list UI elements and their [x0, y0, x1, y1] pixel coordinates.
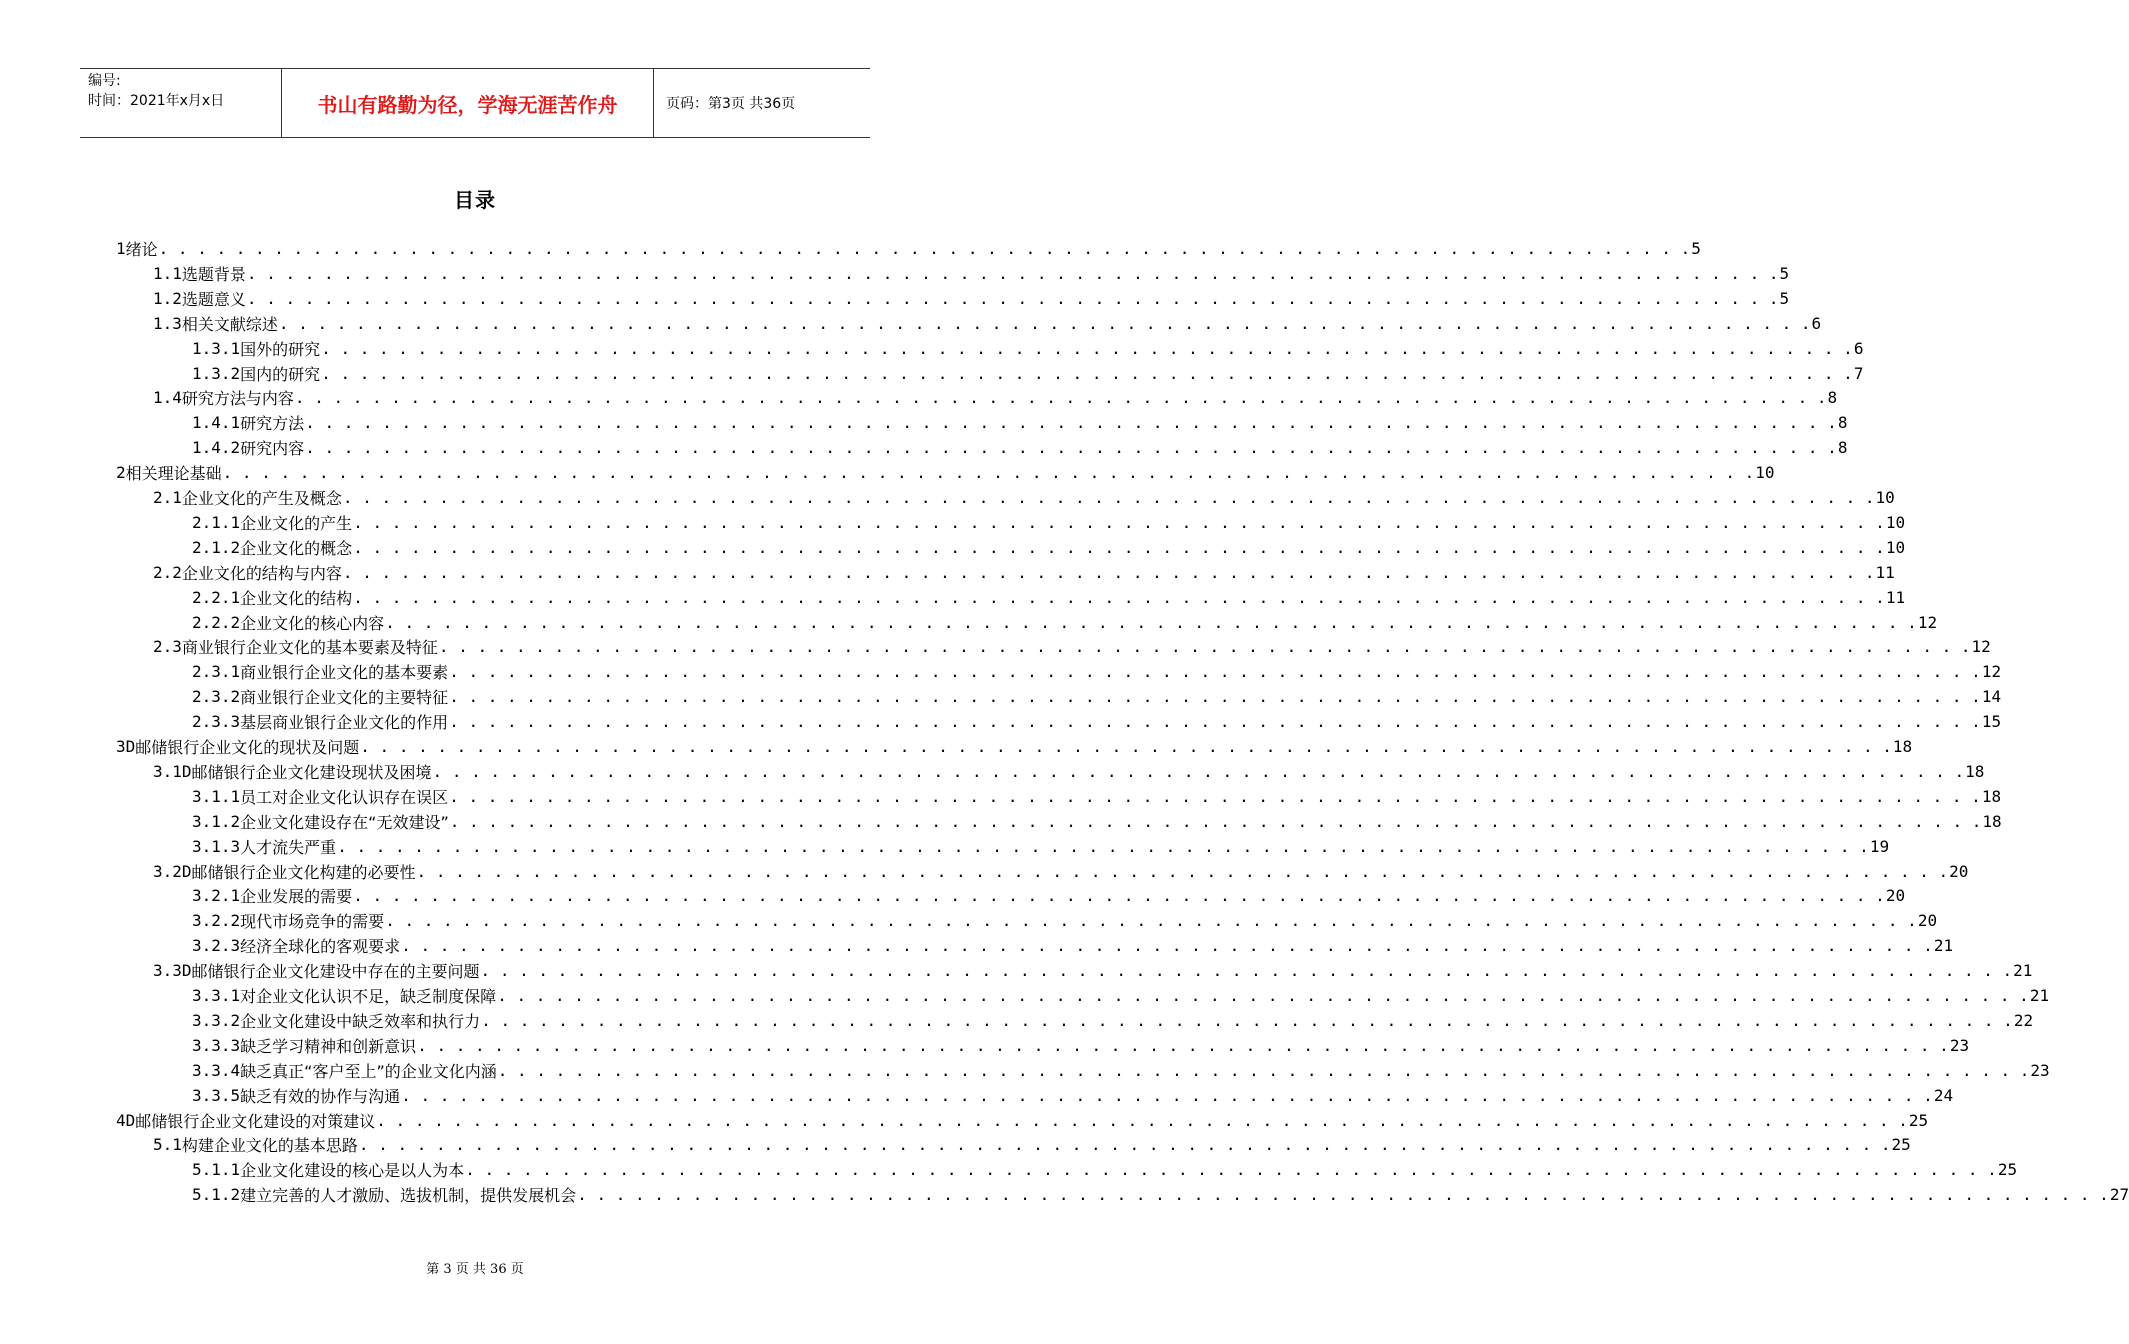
toc-entry[interactable] — [116, 460, 1775, 485]
toc-entry-title: 企业文化的核心内容 — [240, 613, 385, 633]
toc-entry-number: 3.3.4 — [192, 1060, 241, 1080]
toc-entry-number: 3.3.2 — [192, 1010, 241, 1030]
toc-entry-title: 经济全球化的客观要求 — [240, 937, 401, 957]
toc-leader-dots: . . . . . . . . . . . . . . . . . . . . . . . . . . . . . . . . . . . . . . . . . . . . . . . . . . . . . . . . . . . . . . . . . . . . . . . . . . . . . . . . — [401, 1085, 1933, 1105]
toc-entry-title: 企业发展的需要 — [240, 887, 353, 907]
toc-entry-title: 国内的研究 — [240, 364, 321, 384]
toc-leader-dots: . . . . . . . . . . . . . . . . . . . . . . . . . . . . . . . . . . . . . . . . . . . . . . . . . . . . . . . . . . . . . . . . . . . . . . . . . . . . . . . . — [416, 861, 1949, 881]
toc-entry[interactable] — [192, 809, 2002, 834]
toc-entry-page: 8 — [1827, 388, 1838, 408]
toc-entry-title: 企业文化建设中缺乏效率和执行力 — [240, 1011, 481, 1031]
toc-leader-dots: . . . . . . . . . . . . . . . . . . . . . . . . . . . . . . . . . . . . . . . . . . . . . . . . . . . . . . . . . . . . . . . . . . . . . . . . . . . . . . . . — [385, 911, 1917, 931]
page-header — [80, 68, 870, 138]
toc-leader-dots: . . . . . . . . . . . . . . . . . . . . . . . . . . . . . . . . . . . . . . . . . . . . . . . . . . . . . . . . . . . . . . . . . . . . . . . . . . . . . . . . — [480, 961, 2013, 981]
toc-entry-page: 18 — [1982, 811, 2002, 831]
toc-entry-page: 25 — [1908, 1110, 1929, 1130]
toc-entry-number: 2.3.1 — [192, 662, 241, 682]
toc-leader-dots: . . . . . . . . . . . . . . . . . . . . . . . . . . . . . . . . . . . . . . . . . . . . . . . . . . . . . . . . . . . . . . . . . . . . . . . . . . . . . . . . — [321, 338, 1853, 358]
toc-entry-page: 10 — [1875, 488, 1895, 507]
toc-entry-title: 企业文化的概念 — [240, 538, 353, 558]
toc-entry[interactable] — [192, 1182, 2129, 1207]
toc-entry-number: 2.2.2 — [192, 612, 241, 632]
toc-entry-number: 3.1D — [153, 761, 192, 781]
document-time-label: 时间：2021年x月x日 — [88, 93, 225, 109]
toc-entry-title: 商业银行企业文化的基本要素 — [240, 663, 449, 683]
toc-entry[interactable] — [192, 1157, 2018, 1182]
toc-leader-dots: . . . . . . . . . . . . . . . . . . . . . . . . . . . . . . . . . . . . . . . . . . . . . . . . . . . . . . . . . . . . . . . . . . . . . . . . . . . . . . . . — [432, 761, 1965, 781]
toc-entry-title: 人才流失严重 — [240, 837, 337, 857]
toc-entry[interactable] — [153, 385, 1838, 410]
toc-entry-title: 企业文化建设存在“无效建设” — [240, 812, 449, 832]
toc-leader-dots: . . . . . . . . . . . . . . . . . . . . . . . . . . . . . . . . . . . . . . . . . . . . . . . . . . . . . . . . . . . . . . . . . . . . . . . . . . . . . . . . — [305, 413, 1837, 433]
toc-entry-page: 5 — [1691, 239, 1701, 258]
toc-entry-number: 1.3.2 — [192, 363, 241, 383]
toc-entry-title: 商业银行企业文化的主要特征 — [240, 688, 449, 708]
toc-entry-number: 3.2.3 — [192, 936, 241, 956]
toc-entry-title: 研究方法与内容 — [181, 389, 294, 409]
toc-entry[interactable] — [192, 709, 2002, 734]
toc-entry-title: 商业银行企业文化的基本要素及特征 — [181, 638, 438, 658]
toc-leader-dots: . . . . . . . . . . . . . . . . . . . . . . . . . . . . . . . . . . . . . . . . . . . . . . . . . . . . . . . . . . . . . . . . . . . . . . . . . . . . . . . . — [342, 562, 1875, 582]
toc-leader-dots: . . . . . . . . . . . . . . . . . . . . . . . . . . . . . . . . . . . . . . . . . . . . . . . . . . . . . . . . . . . . . . . . . . . . . . . . . . . . . . . . — [401, 936, 1933, 956]
toc-entry-page: 11 — [1885, 587, 1906, 607]
toc-entry-number: 3.2.2 — [192, 911, 241, 931]
toc-entry[interactable] — [153, 261, 1790, 286]
toc-entry-page: 19 — [1869, 836, 1890, 856]
toc-entry-title: 现代市场竞争的需要 — [240, 912, 385, 932]
toc-entry-page: 12 — [1971, 637, 1991, 657]
toc-entry[interactable] — [192, 834, 1890, 859]
header-motto: 书山有路勤为径，学海无涯苦作舟 — [282, 69, 654, 137]
page-footer: 第 3 页 共 36 页 — [426, 1262, 524, 1277]
toc-entry-title: 企业文化的产生 — [240, 513, 353, 533]
toc-entry-page: 25 — [1997, 1160, 2018, 1180]
toc-entry[interactable] — [116, 1108, 1929, 1133]
toc-entry-page: 20 — [1949, 861, 1969, 881]
toc-entry[interactable] — [192, 535, 1906, 560]
toc-entry-page: 18 — [1892, 737, 1913, 756]
toc-leader-dots: . . . . . . . . . . . . . . . . . . . . . . . . . . . . . . . . . . . . . . . . . . . . . . . . . . . . . . . . . . . . . . . . . . . . . . . . . . . . . . . . — [158, 239, 1691, 258]
toc-entry-title: 企业文化的结构与内容 — [181, 563, 342, 583]
document-number-label: 编号: — [88, 73, 121, 89]
toc-leader-dots: . . . . . . . . . . . . . . . . . . . . . . . . . . . . . . . . . . . . . . . . . . . . . . . . . . . . . . . . . . . . . . . . . . . . . . . . . . . . . . . . — [353, 587, 1885, 607]
toc-leader-dots: . . . . . . . . . . . . . . . . . . . . . . . . . . . . . . . . . . . . . . . . . . . . . . . . . . . . . . . . . . . . . . . . . . . . . . . . . . . . . . . . — [246, 263, 1779, 283]
toc-entry-page: 10 — [1885, 512, 1906, 532]
toc-entry-title: 构建企业文化的基本思路 — [181, 1136, 358, 1156]
toc-leader-dots: . . . . . . . . . . . . . . . . . . . . . . . . . . . . . . . . . . . . . . . . . . . . . . . . . . . . . . . . . . . . . . . . . . . . . . . . . . . . . . . . — [342, 488, 1875, 507]
toc-entry-title: 国外的研究 — [240, 339, 321, 359]
toc-entry-number: 4D — [116, 1110, 136, 1130]
toc-leader-dots: . . . . . . . . . . . . . . . . . . . . . . . . . . . . . . . . . . . . . . . . . . . . . . . . . . . . . . . . . . . . . . . . . . . . . . . . . . . . . . . . — [465, 1160, 1997, 1180]
toc-entry-page: 23 — [2030, 1060, 2050, 1080]
toc-entry-title: 基层商业银行企业文化的作用 — [240, 713, 449, 733]
toc-entry-number: 2.3.2 — [192, 687, 241, 707]
toc-entry-title: 相关理论基础 — [125, 464, 222, 484]
toc-entry-number: 3.1.1 — [192, 786, 241, 806]
toc-leader-dots: . . . . . . . . . . . . . . . . . . . . . . . . . . . . . . . . . . . . . . . . . . . . . . . . . . . . . . . . . . . . . . . . . . . . . . . . . . . . . . . . — [481, 1010, 2013, 1030]
toc-entry[interactable] — [153, 1132, 1911, 1157]
toc-entry-page: 21 — [2029, 986, 2050, 1005]
toc-entry-title: 选题背景 — [181, 264, 246, 284]
toc-entry-page: 21 — [1933, 936, 1954, 956]
toc-entry[interactable] — [116, 236, 1701, 261]
toc-entry[interactable] — [192, 336, 1864, 361]
toc-entry[interactable] — [153, 759, 1985, 784]
toc-entry-page: 14 — [1981, 687, 2002, 707]
toc-entry-number: 3.3.3 — [192, 1035, 241, 1055]
toc-entry[interactable] — [153, 311, 1822, 336]
toc-entry[interactable] — [192, 784, 2002, 809]
toc-entry[interactable] — [153, 958, 2033, 983]
toc-leader-dots: . . . . . . . . . . . . . . . . . . . . . . . . . . . . . . . . . . . . . . . . . . . . . . . . . . . . . . . . . . . . . . . . . . . . . . . . . . . . . . . . — [278, 313, 1811, 333]
toc-entry-title: 企业文化的产生及概念 — [181, 489, 342, 508]
toc-leader-dots: . . . . . . . . . . . . . . . . . . . . . . . . . . . . . . . . . . . . . . . . . . . . . . . . . . . . . . . . . . . . . . . . . . . . . . . . . . . . . . . . — [449, 687, 1981, 707]
toc-leader-dots: . . . . . . . . . . . . . . . . . . . . . . . . . . . . . . . . . . . . . . . . . . . . . . . . . . . . . . . . . . . . . . . . . . . . . . . . . . . . . . . . — [449, 712, 1981, 732]
toc-entry[interactable] — [192, 1058, 2050, 1083]
toc-entry-page: 25 — [1891, 1135, 1911, 1155]
toc-entry-number: 3.3.1 — [192, 986, 241, 1005]
toc-leader-dots: . . . . . . . . . . . . . . . . . . . . . . . . . . . . . . . . . . . . . . . . . . . . . . . . . . . . . . . . . . . . . . . . . . . . . . . . . . . . . . . . — [353, 537, 1885, 557]
toc-leader-dots: . . . . . . . . . . . . . . . . . . . . . . . . . . . . . . . . . . . . . . . . . . . . . . . . . . . . . . . . . . . . . . . . . . . . . . . . . . . . . . . . — [497, 986, 2029, 1005]
toc-leader-dots: . . . . . . . . . . . . . . . . . . . . . . . . . . . . . . . . . . . . . . . . . . . . . . . . . . . . . . . . . . . . . . . . . . . . . . . . . . . . . . . . — [449, 811, 1982, 831]
toc-entry-number: 3.3D — [153, 961, 192, 981]
toc-entry[interactable] — [192, 1083, 1954, 1108]
toc-entry-page: 20 — [1885, 886, 1906, 906]
toc-leader-dots: . . . . . . . . . . . . . . . . . . . . . . . . . . . . . . . . . . . . . . . . . . . . . . . . . . . . . . . . . . . . . . . . . . . . . . . . . . . . . . . . — [294, 388, 1827, 408]
toc-entry-page: 10 — [1885, 537, 1906, 557]
toc-entry-title: 选题意义 — [181, 289, 246, 309]
toc-leader-dots: . . . . . . . . . . . . . . . . . . . . . . . . . . . . . . . . . . . . . . . . . . . . . . . . . . . . . . . . . . . . . . . . . . . . . . . . . . . . . . . . — [497, 1060, 2030, 1080]
toc-entry[interactable] — [192, 435, 1848, 460]
toc-entry-page: 27 — [2109, 1185, 2129, 1205]
toc-entry-number: 3.1.2 — [192, 811, 241, 831]
toc-entry-title: 研究内容 — [240, 439, 305, 459]
toc-leader-dots: . . . . . . . . . . . . . . . . . . . . . . . . . . . . . . . . . . . . . . . . . . . . . . . . . . . . . . . . . . . . . . . . . . . . . . . . . . . . . . . . — [353, 512, 1885, 532]
toc-leader-dots: . . . . . . . . . . . . . . . . . . . . . . . . . . . . . . . . . . . . . . . . . . . . . . . . . . . . . . . . . . . . . . . . . . . . . . . . . . . . . . . . — [449, 662, 1981, 682]
toc-entry-title: 邮储银行企业文化建设现状及困境 — [191, 762, 432, 782]
toc-entry-number: 1.4.2 — [192, 438, 241, 458]
toc-entry-number: 1.1 — [153, 263, 182, 283]
toc-entry[interactable] — [192, 684, 2002, 709]
toc-entry-page: 12 — [1981, 662, 2002, 682]
toc-entry-number: 2.3 — [153, 637, 182, 657]
toc-entry-page: 12 — [1917, 612, 1938, 632]
toc-entry-number: 1.3.1 — [192, 338, 241, 358]
toc-entry[interactable] — [192, 883, 1906, 908]
toc-entry-title: 缺乏有效的协作与沟通 — [240, 1086, 401, 1106]
toc-entry[interactable] — [192, 585, 1906, 610]
toc-entry[interactable] — [192, 983, 2050, 1008]
toc-entry[interactable] — [153, 286, 1790, 311]
toc-entry[interactable] — [192, 361, 1864, 386]
toc-leader-dots: . . . . . . . . . . . . . . . . . . . . . . . . . . . . . . . . . . . . . . . . . . . . . . . . . . . . . . . . . . . . . . . . . . . . . . . . . . . . . . . . — [321, 363, 1853, 383]
toc-entry-number: 1 — [116, 239, 126, 258]
toc-leader-dots: . . . . . . . . . . . . . . . . . . . . . . . . . . . . . . . . . . . . . . . . . . . . . . . . . . . . . . . . . . . . . . . . . . . . . . . . . . . . . . . . — [222, 463, 1755, 483]
toc-entry-title: 研究方法 — [240, 414, 305, 434]
toc-leader-dots: . . . . . . . . . . . . . . . . . . . . . . . . . . . . . . . . . . . . . . . . . . . . . . . . . . . . . . . . . . . . . . . . . . . . . . . . . . . . . . . . — [376, 1110, 1908, 1130]
toc-entry[interactable] — [192, 410, 1848, 435]
toc-entry-title: 缺乏学习精神和创新意识 — [240, 1036, 417, 1056]
toc-entry-number: 2.1 — [153, 488, 182, 507]
toc-entry[interactable] — [153, 485, 1895, 510]
toc-entry-page: 6 — [1811, 313, 1822, 333]
toc-entry-title: 企业文化的结构 — [240, 588, 353, 608]
toc-entry-number: 5.1.2 — [192, 1185, 241, 1205]
toc-entry-page: 18 — [1965, 761, 1985, 781]
toc-entry[interactable] — [192, 610, 1938, 635]
toc-entry-number: 2.2.1 — [192, 587, 241, 607]
toc-entry-page: 23 — [1949, 1035, 1970, 1055]
toc-entry[interactable] — [192, 1033, 1970, 1058]
toc-leader-dots: . . . . . . . . . . . . . . . . . . . . . . . . . . . . . . . . . . . . . . . . . . . . . . . . . . . . . . . . . . . . . . . . . . . . . . . . . . . . . . . . — [246, 288, 1779, 308]
toc-entry[interactable] — [192, 933, 1954, 958]
toc-entry-number: 3.2D — [153, 861, 192, 881]
toc-entry[interactable] — [192, 510, 1906, 535]
toc-entry-page: 8 — [1837, 438, 1848, 458]
toc-entry-page: 21 — [2013, 961, 2033, 981]
toc-entry-number: 2.2 — [153, 562, 182, 582]
toc-leader-dots: . . . . . . . . . . . . . . . . . . . . . . . . . . . . . . . . . . . . . . . . . . . . . . . . . . . . . . . . . . . . . . . . . . . . . . . . . . . . . . . . — [305, 438, 1837, 458]
toc-entry-title: 建立完善的人才激励、选拔机制，提供发展机会 — [240, 1186, 577, 1206]
toc-leader-dots: . . . . . . . . . . . . . . . . . . . . . . . . . . . . . . . . . . . . . . . . . . . . . . . . . . . . . . . . . . . . . . . . . . . . . . . . . . . . . . . . — [353, 886, 1885, 906]
toc-entry-title: 邮储银行企业文化构建的必要性 — [191, 862, 416, 882]
toc-entry-number: 1.2 — [153, 288, 182, 308]
toc-entry-number: 2.3.3 — [192, 712, 241, 732]
toc-leader-dots: . . . . . . . . . . . . . . . . . . . . . . . . . . . . . . . . . . . . . . . . . . . . . . . . . . . . . . . . . . . . . . . . . . . . . . . . . . . . . . . . — [577, 1185, 2109, 1205]
toc-entry[interactable] — [192, 659, 2002, 684]
toc-leader-dots: . . . . . . . . . . . . . . . . . . . . . . . . . . . . . . . . . . . . . . . . . . . . . . . . . . . . . . . . . . . . . . . . . . . . . . . . . . . . . . . . — [360, 737, 1892, 756]
toc-entry-page: 11 — [1875, 562, 1895, 582]
toc-entry-number: 5.1 — [153, 1135, 182, 1155]
toc-entry-page: 22 — [2013, 1010, 2034, 1030]
toc-entry-number: 5.1.1 — [192, 1160, 241, 1180]
toc-entry[interactable] — [153, 859, 1969, 884]
toc-entry-title: 邮储银行企业文化的现状及问题 — [135, 738, 360, 757]
toc-leader-dots: . . . . . . . . . . . . . . . . . . . . . . . . . . . . . . . . . . . . . . . . . . . . . . . . . . . . . . . . . . . . . . . . . . . . . . . . . . . . . . . . — [358, 1135, 1891, 1155]
toc-leader-dots: . . . . . . . . . . . . . . . . . . . . . . . . . . . . . . . . . . . . . . . . . . . . . . . . . . . . . . . . . . . . . . . . . . . . . . . . . . . . . . . . — [385, 612, 1917, 632]
toc-entry-page: 15 — [1981, 712, 2002, 732]
toc-leader-dots: . . . . . . . . . . . . . . . . . . . . . . . . . . . . . . . . . . . . . . . . . . . . . . . . . . . . . . . . . . . . . . . . . . . . . . . . . . . . . . . . — [438, 637, 1971, 657]
toc-entry-page: 7 — [1853, 363, 1864, 383]
toc-entry-title: 缺乏真正“客户至上”的企业文化内涵 — [240, 1061, 497, 1081]
toc-entry-page: 18 — [1981, 786, 2002, 806]
toc-entry-number: 1.3 — [153, 313, 182, 333]
toc-entry[interactable] — [192, 908, 1938, 933]
toc-leader-dots: . . . . . . . . . . . . . . . . . . . . . . . . . . . . . . . . . . . . . . . . . . . . . . . . . . . . . . . . . . . . . . . . . . . . . . . . . . . . . . . . — [337, 836, 1869, 856]
toc-leader-dots: . . . . . . . . . . . . . . . . . . . . . . . . . . . . . . . . . . . . . . . . . . . . . . . . . . . . . . . . . . . . . . . . . . . . . . . . . . . . . . . . — [417, 1035, 1949, 1055]
toc-entry-title: 绪论 — [125, 240, 158, 259]
toc-entry-page: 20 — [1917, 911, 1938, 931]
toc-entry-title: 对企业文化认识不足，缺乏制度保障 — [240, 987, 497, 1006]
page-title: 目录 — [454, 188, 496, 212]
toc-entry-page: 10 — [1755, 463, 1775, 483]
toc-entry[interactable] — [192, 1008, 2034, 1033]
toc-entry-number: 3D — [116, 737, 136, 756]
toc-entry-number: 3.1.3 — [192, 836, 241, 856]
toc-entry-number: 1.4.1 — [192, 413, 241, 433]
toc-entry-page: 8 — [1837, 413, 1848, 433]
toc-entry-number: 2.1.2 — [192, 537, 241, 557]
toc-entry-title: 邮储银行企业文化建设的对策建议 — [135, 1111, 376, 1131]
header-page-info: 页码：第3页 共36页 — [666, 96, 796, 112]
toc-leader-dots: . . . . . . . . . . . . . . . . . . . . . . . . . . . . . . . . . . . . . . . . . . . . . . . . . . . . . . . . . . . . . . . . . . . . . . . . . . . . . . . . — [449, 786, 1981, 806]
toc-entry-number: 2 — [116, 463, 126, 483]
toc-entry-page: 6 — [1853, 338, 1864, 358]
toc-entry[interactable] — [153, 634, 1991, 659]
toc-entry-page: 5 — [1779, 288, 1790, 308]
toc-entry-number: 1.4 — [153, 388, 182, 408]
toc-entry-title: 员工对企业文化认识存在误区 — [240, 787, 449, 807]
header-meta — [80, 69, 282, 137]
toc-entry-number: 3.2.1 — [192, 886, 241, 906]
toc-entry[interactable] — [153, 560, 1895, 585]
toc-entry-title: 相关文献综述 — [181, 314, 278, 334]
toc-entry[interactable] — [116, 734, 1913, 759]
toc-entry-title: 企业文化建设的核心是以人为本 — [240, 1161, 465, 1181]
toc-entry-page: 5 — [1779, 263, 1790, 283]
toc-entry-page: 24 — [1933, 1085, 1954, 1105]
toc-entry-title: 邮储银行企业文化建设中存在的主要问题 — [191, 962, 480, 982]
toc-entry-number: 2.1.1 — [192, 512, 241, 532]
toc-entry-number: 3.3.5 — [192, 1085, 241, 1105]
